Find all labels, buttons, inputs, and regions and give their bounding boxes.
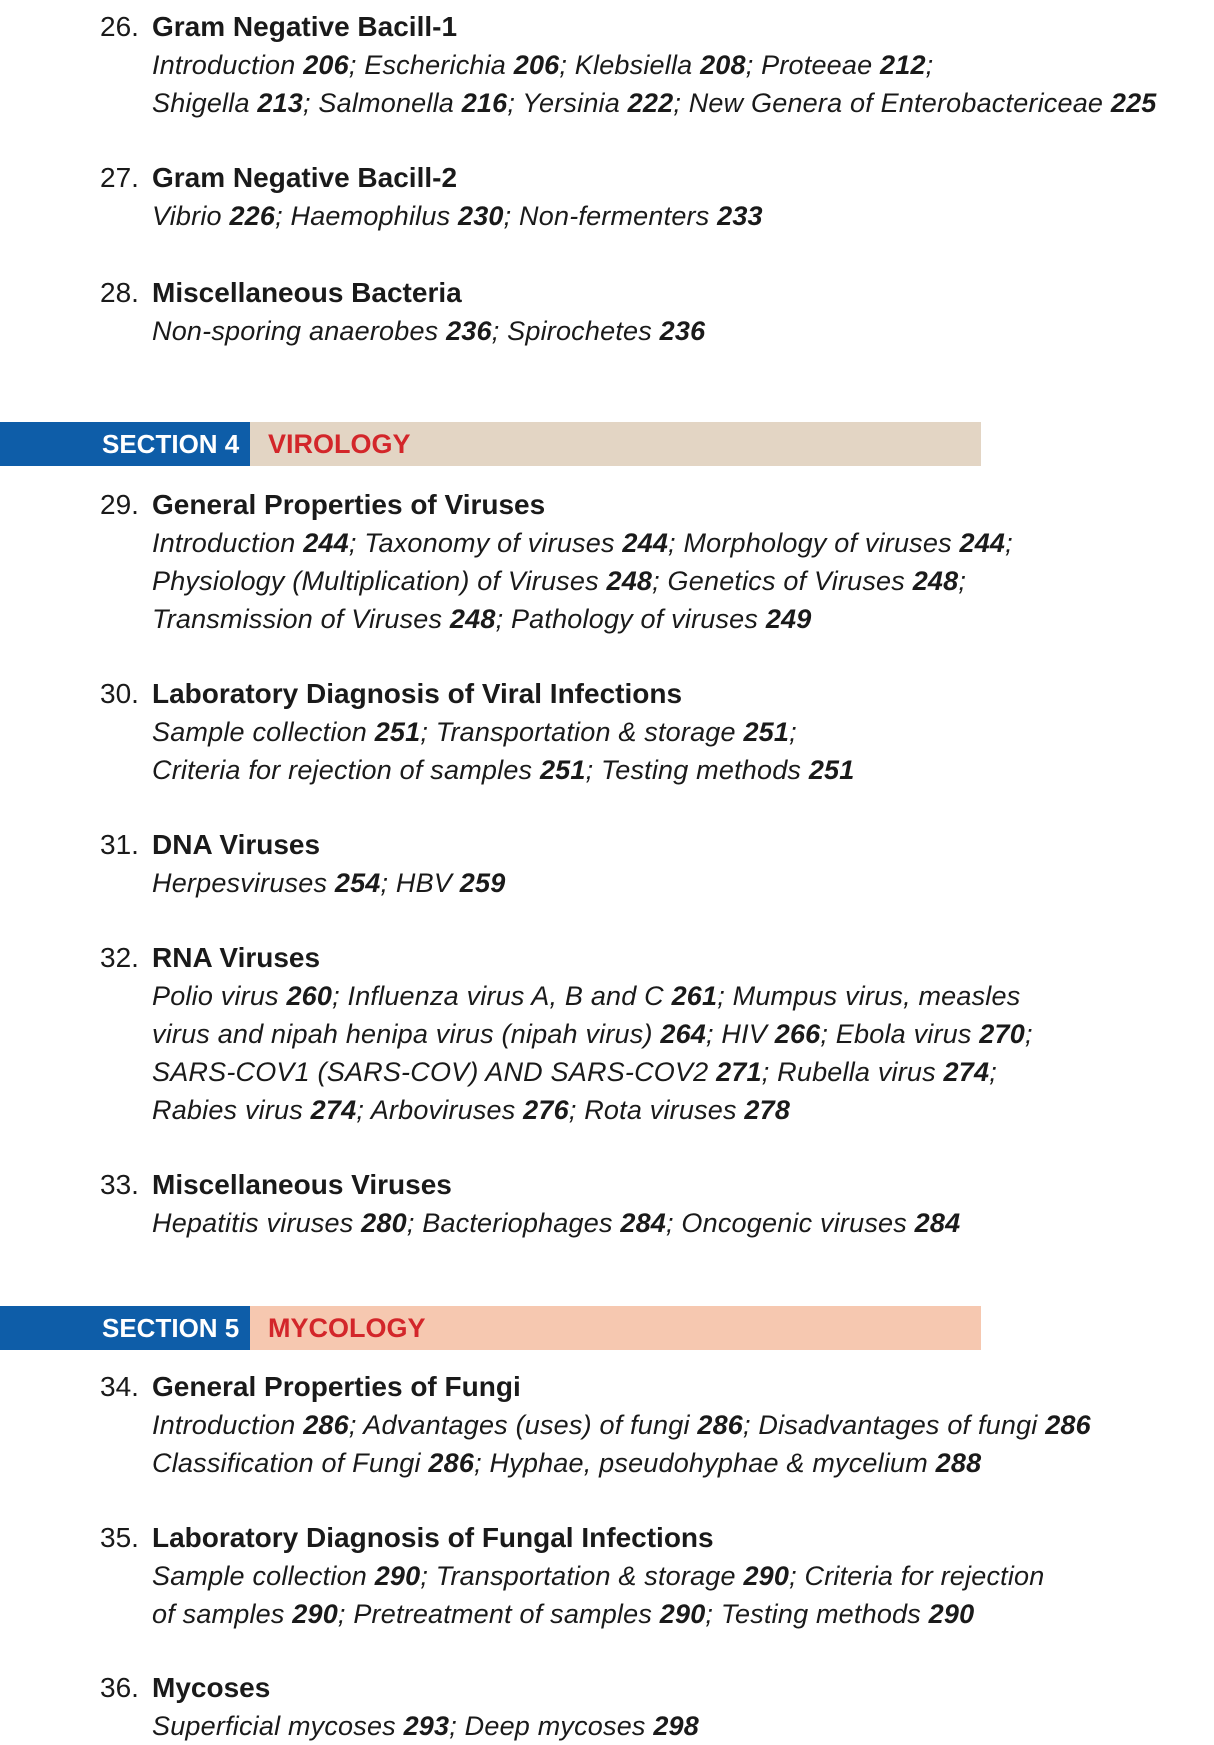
chapter-topics-line [152, 1707, 699, 1745]
topic-text: ; Advantages (uses) of fungi [348, 1410, 698, 1440]
chapter-title: Laboratory Diagnosis of Fungal Infections [152, 1522, 714, 1553]
chapter-title: Gram Negative Bacill-2 [152, 162, 458, 193]
topic-text: ; Deep mycoses [449, 1711, 654, 1741]
topic-text: Transmission of Viruses [152, 604, 450, 634]
topic-text: ; Oncogenic viruses [666, 1208, 915, 1238]
topic-text: Vibrio [152, 201, 230, 231]
chapter-topics-line [152, 197, 763, 235]
topic-text: ; Klebsiella [559, 50, 701, 80]
topic-text: ; Disadvantages of fungi [743, 1410, 1046, 1440]
topic-text: of samples [152, 1599, 293, 1629]
topic-text: virus and nipah henipa virus (nipah virus) [152, 1019, 661, 1049]
chapter-number: 36. [100, 1672, 139, 1703]
chapter-number: 27. [100, 162, 139, 193]
section-4-header [0, 422, 981, 466]
topic-text: ; Transportation & storage [420, 1561, 744, 1591]
topic-text: ; Arboviruses [356, 1095, 524, 1125]
page-number: 236 [446, 316, 492, 346]
topic-text: ; Transportation & storage [420, 717, 744, 747]
topic-text: Introduction [152, 528, 304, 558]
chapter-number: 32. [100, 942, 139, 973]
page-number: 290 [928, 1599, 975, 1629]
page-number: 298 [653, 1711, 699, 1741]
chapter-topics-line [152, 312, 705, 350]
chapter-title: Mycoses [152, 1672, 271, 1703]
topic-text: Superficial mycoses [152, 1711, 404, 1741]
topic-text: ; Escherichia [348, 50, 514, 80]
chapter-title: Miscellaneous Viruses [152, 1169, 452, 1200]
section-name: MYCOLOGY [250, 1306, 981, 1350]
page-number: 284 [620, 1208, 667, 1238]
topic-text: ; Yersinia [507, 88, 628, 118]
chapter-number: 33. [100, 1169, 139, 1200]
topic-text: ; Hyphae, pseudohyphae & mycelium [474, 1448, 936, 1478]
page-number: 236 [659, 316, 706, 346]
page-number: 216 [461, 88, 508, 118]
topic-text: ; Bacteriophages [406, 1208, 621, 1238]
page-number: 270 [979, 1019, 1025, 1049]
section-label: SECTION 5 [0, 1306, 250, 1350]
page-number: 230 [458, 201, 504, 231]
page-number: 208 [700, 50, 746, 80]
chapter-topics-line [152, 1015, 1033, 1053]
chapter-title: Gram Negative Bacill-1 [152, 11, 458, 42]
chapter-topics-line [152, 46, 933, 84]
page-number: 286 [428, 1448, 475, 1478]
topic-text: ; Rubella virus [761, 1057, 944, 1087]
page-number: 261 [671, 981, 718, 1011]
topic-text: SARS-COV1 (SARS-COV) AND SARS-COV2 [152, 1057, 717, 1087]
page-number: 264 [660, 1019, 707, 1049]
page-number: 274 [943, 1057, 990, 1087]
page-number: 284 [914, 1208, 961, 1238]
topic-text: ; Pretreatment of samples [337, 1599, 660, 1629]
section-5-header [0, 1306, 981, 1350]
topic-text: ; HIV [706, 1019, 775, 1049]
topic-text: Hepatitis viruses [152, 1208, 362, 1238]
page-number: 286 [1045, 1410, 1091, 1440]
page-number: 276 [523, 1095, 569, 1125]
topic-text: Classification of Fungi [152, 1448, 429, 1478]
chapter-number: 31. [100, 829, 139, 860]
topic-text: ; [958, 566, 967, 596]
page-number: 248 [606, 566, 653, 596]
page-number: 251 [808, 755, 855, 785]
page-number: 248 [449, 604, 496, 634]
page-number: 290 [659, 1599, 706, 1629]
section-name: VIROLOGY [250, 422, 981, 466]
topic-text: ; Criteria for rejection [789, 1561, 1045, 1591]
page-number: 290 [374, 1561, 421, 1591]
chapter-topics-line [152, 1406, 1091, 1444]
page-number: 278 [744, 1095, 791, 1125]
chapter-topics-line [152, 1091, 790, 1129]
page-number: 248 [912, 566, 959, 596]
chapter-topics-line [152, 1444, 981, 1482]
topic-text: ; Non-fermenters [503, 201, 718, 231]
topic-text: Physiology (Multiplication) of Viruses [152, 566, 607, 596]
topic-text: ; Proteeae [745, 50, 881, 80]
chapter-topics-line [152, 864, 505, 902]
topic-text: Shigella [152, 88, 258, 118]
page-number: 251 [743, 717, 790, 747]
page-number: 274 [310, 1095, 357, 1125]
page-number: 290 [292, 1599, 338, 1629]
topic-text: Sample collection [152, 717, 375, 747]
page-number: 206 [513, 50, 560, 80]
chapter-topics-line [152, 600, 811, 638]
topic-text: Sample collection [152, 1561, 375, 1591]
page-number: 266 [774, 1019, 821, 1049]
page-number: 260 [286, 981, 333, 1011]
chapter-topics-line [152, 713, 797, 751]
chapter-number: 30. [100, 678, 139, 709]
topic-text: Rabies virus [152, 1095, 311, 1125]
topic-text: ; [789, 717, 797, 747]
chapter-title: Laboratory Diagnosis of Viral Infections [152, 678, 683, 709]
chapter-title: General Properties of Fungi [152, 1371, 521, 1402]
topic-text: ; Genetics of Viruses [652, 566, 913, 596]
page-number: 213 [257, 88, 304, 118]
topic-text: ; Testing methods [585, 755, 809, 785]
topic-text: ; [1005, 528, 1013, 558]
topic-text: Criteria for rejection of samples [152, 755, 540, 785]
topic-text: ; Rota viruses [568, 1095, 745, 1125]
chapter-topics-line [152, 1204, 960, 1242]
chapter-title: Miscellaneous Bacteria [152, 277, 462, 308]
topic-text: ; Ebola virus [820, 1019, 980, 1049]
topic-text: ; New Genera of Enterobactericeae [673, 88, 1111, 118]
page-number: 259 [459, 868, 506, 898]
topic-text: ; Mumpus virus, measles [717, 981, 1021, 1011]
topic-text: ; [925, 50, 934, 80]
topic-text: ; Morphology of viruses [668, 528, 960, 558]
page-number: 290 [743, 1561, 790, 1591]
topic-text: ; Influenza virus A, B and C [332, 981, 672, 1011]
page-number: 206 [303, 50, 349, 80]
page-number: 226 [229, 201, 276, 231]
page-number: 244 [622, 528, 669, 558]
chapter-topics-line [152, 1557, 1044, 1595]
topic-text: ; HBV [380, 868, 460, 898]
page-number: 288 [935, 1448, 982, 1478]
topic-text: ; Salmonella [303, 88, 462, 118]
section-label: SECTION 4 [0, 422, 250, 466]
topic-text: ; Haemophilus [275, 201, 458, 231]
chapter-number: 29. [100, 489, 139, 520]
page-number: 280 [361, 1208, 407, 1238]
page-number: 293 [403, 1711, 450, 1741]
topic-text: ; Taxonomy of viruses [348, 528, 623, 558]
chapter-title: RNA Viruses [152, 942, 321, 973]
topic-text: ; Spirochetes [491, 316, 660, 346]
chapter-topics-line [152, 1595, 974, 1633]
page-number: 244 [303, 528, 349, 558]
page-number: 212 [880, 50, 926, 80]
page-number: 251 [539, 755, 586, 785]
chapter-topics-line [152, 562, 966, 600]
chapter-topics-line [152, 751, 855, 789]
chapter-topics-line [152, 1053, 997, 1091]
topic-text: Introduction [152, 1410, 304, 1440]
page-number: 249 [765, 604, 812, 634]
topic-text: Herpesviruses [152, 868, 335, 898]
page-number: 244 [959, 528, 1006, 558]
page-number: 271 [716, 1057, 762, 1087]
topic-text: ; Pathology of viruses [495, 604, 766, 634]
chapter-number: 26. [100, 11, 139, 42]
page-number: 251 [374, 717, 421, 747]
chapter-number: 35. [100, 1522, 139, 1553]
topic-text: ; [1024, 1019, 1033, 1049]
chapter-title: General Properties of Viruses [152, 489, 546, 520]
topic-text: ; [989, 1057, 997, 1087]
topic-text: Polio virus [152, 981, 287, 1011]
topic-text: Non-sporing anaerobes [152, 316, 447, 346]
page-number: 222 [627, 88, 674, 118]
page-number: 254 [334, 868, 381, 898]
chapter-number: 34. [100, 1371, 139, 1402]
topic-text: Introduction [152, 50, 304, 80]
chapter-topics-line [152, 84, 1157, 122]
chapter-title: DNA Viruses [152, 829, 321, 860]
page-number: 225 [1110, 88, 1157, 118]
page-number: 286 [697, 1410, 744, 1440]
page-number: 286 [303, 1410, 349, 1440]
chapter-topics-line [152, 524, 1013, 562]
page-number: 233 [717, 201, 763, 231]
chapter-number: 28. [100, 277, 139, 308]
chapter-topics-line [152, 977, 1020, 1015]
topic-text: ; Testing methods [705, 1599, 929, 1629]
